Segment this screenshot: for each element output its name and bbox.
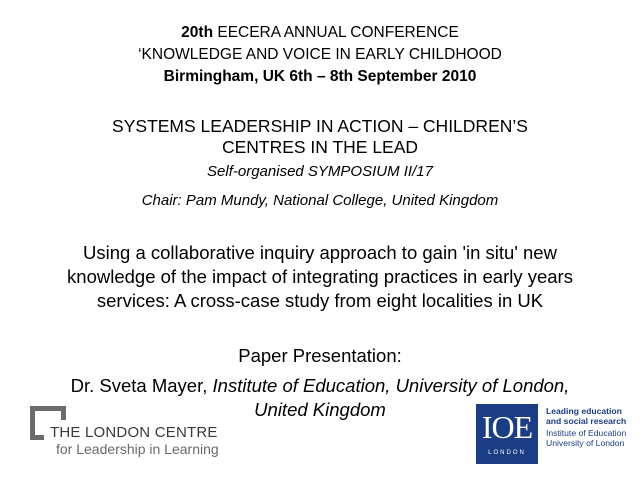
symposium-title-line2: CENTRES IN THE LEAD (221, 137, 419, 157)
presenter-name: Dr. Sveta Mayer, (70, 375, 213, 396)
london-centre-name: THE LONDON CENTRE (50, 424, 218, 441)
presentation-label: Paper Presentation: (238, 345, 402, 366)
paper-title-line1: Using a collaborative inquiry approach to gain 'in situ' new (83, 242, 557, 263)
symposium-title-line1: SYSTEMS LEADERSHIP IN ACTION – CHILDREN’S (112, 116, 528, 136)
conference-heading (0, 22, 640, 44)
ioe-letters: IOE (481, 409, 533, 445)
symposium-chair: Chair: Pam Mundy, National College, United Kingdom (141, 192, 499, 209)
conference-edition: 20th (181, 24, 214, 41)
presenter-line (0, 374, 640, 397)
conference-location-dates: Birmingham, UK 6th – 8th September 2010 (163, 68, 477, 85)
paper-title-line2: knowledge of the impact of integrating practices in early years (67, 266, 573, 287)
london-centre-logo (30, 406, 250, 462)
ioe-name-line2: University of London (546, 438, 625, 448)
paper-title-line3: services: A cross-case study from eight localities in UK (96, 290, 544, 311)
ioe-tagline-line1: Leading education (546, 406, 622, 416)
conference-theme: ‘KNOWLEDGE AND VOICE IN EARLY CHILDHOOD (138, 46, 502, 63)
presenter-affiliation-country: United Kingdom (254, 399, 386, 420)
symposium-type: Self-organised SYMPOSIUM II/17 (207, 163, 433, 180)
ioe-london: LONDON (488, 450, 526, 456)
ioe-logo-text (546, 406, 638, 448)
london-centre-subtitle: for Leadership in Learning (56, 441, 219, 457)
ioe-logo-mark (476, 404, 538, 464)
conference-name: EECERA ANNUAL CONFERENCE (213, 24, 459, 41)
presenter-affiliation: Institute of Education, University of London, (212, 375, 570, 396)
ioe-name-line1: Institute of Education (546, 428, 627, 438)
ioe-tagline-line2: and social research (546, 416, 627, 426)
